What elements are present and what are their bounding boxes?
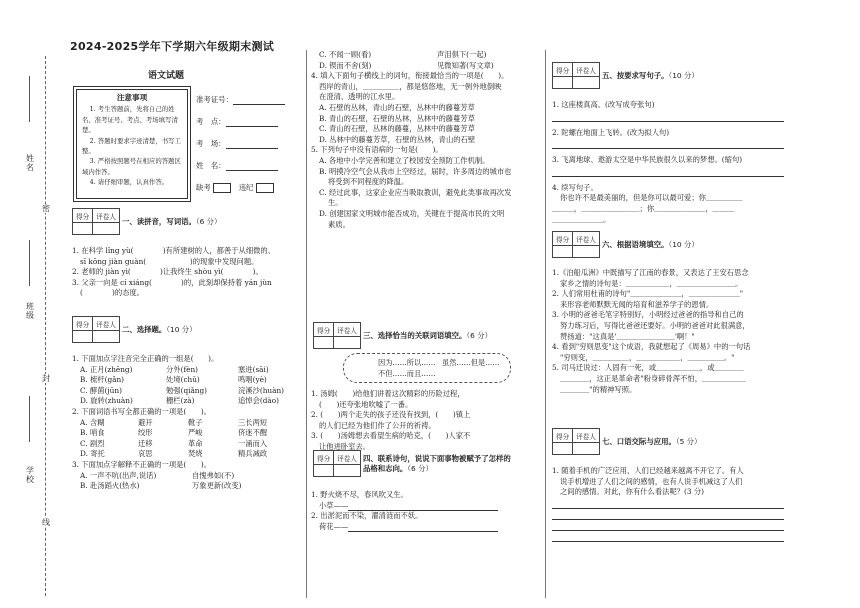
binding-label-school: 学校 bbox=[26, 466, 34, 484]
section-header-4: 得分 评卷人 四、联系诗句，说说下面事物被赋予了怎样的品格和志向。（6 分） bbox=[313, 450, 545, 477]
section-header-2: 得分 评卷人 二、选择题。（10 分） bbox=[72, 316, 197, 343]
section-title: 六、根据语境填空。 bbox=[601, 239, 669, 249]
answer-line[interactable] bbox=[348, 503, 498, 511]
column-divider bbox=[306, 50, 307, 598]
answer-line[interactable] bbox=[552, 509, 784, 520]
name-field[interactable]: 姓 名： bbox=[196, 160, 304, 171]
answer-line[interactable] bbox=[552, 111, 784, 122]
notice-box bbox=[73, 86, 191, 202]
section-title: 一、读拼音，写词语。 bbox=[121, 216, 196, 226]
answer-line[interactable] bbox=[348, 524, 498, 532]
answer-line[interactable] bbox=[552, 498, 784, 509]
violation-box[interactable] bbox=[256, 183, 274, 193]
subject-title: 语文试题 bbox=[148, 71, 185, 81]
q3-block: 1. 汤姆( )给他们讲着这次精彩的历险过程， ( )还夸张地吹嘘了一番。 2. ( )两个走失的孩子还没有找到，( )镇上 的人们已经为他们作了公开的祈祷。 3. ( )汤姆想去看望生病的哈克，( )人家不 让他进卧室去。 bbox=[311, 389, 471, 451]
section-header-7: 得分 评卷人 七、口语交际与应用。（5 分） bbox=[552, 428, 701, 455]
binding-label-name: 姓名 bbox=[26, 154, 34, 172]
absent-box[interactable] bbox=[213, 183, 231, 193]
room-field[interactable]: 考 场： bbox=[196, 138, 304, 149]
notice-item: 1. 考生答题前，先将自己的姓名、准考证号、考点、考场填写清楚。 bbox=[82, 105, 178, 135]
section-header-3: 得分 评卷人 三、选择恰当的关联词语填空。（6 分） bbox=[313, 322, 492, 349]
exam-no-field[interactable]: 准考证号： bbox=[196, 94, 304, 105]
answer-line[interactable] bbox=[552, 520, 784, 531]
exam-title: 2024-2025学年下学期六年级期末测试 bbox=[70, 40, 275, 53]
notice-item: 2. 答题时要求字迹清楚，书写工整。 bbox=[82, 136, 181, 156]
section-title: 四、联系诗句，说说下面事物被赋予了怎样的品格和志向。 bbox=[362, 453, 511, 473]
column-divider bbox=[545, 50, 546, 598]
section-header-5: 得分 评卷人 五、按要求写句子。（10 分） bbox=[552, 62, 699, 89]
q5-block: 1. 这座楼真高。(改写成夸张句) 2. 陀螺在地面上飞转。(改为拟人句) 3. 飞离地球、遨游太空是中华民族很久以来的梦想。(缩句) 4. 续写句子。 你也许不是最美丽的，但是你可以最可爱；你＿＿＿＿＿ ＿＿＿，＿＿＿＿＿＿＿＿；你＿＿＿＿＿＿＿，＿＿＿ ＿＿＿＿＿＿＿。 bbox=[552, 100, 784, 608]
absence-field[interactable]: 缺考 违纪 bbox=[196, 182, 304, 193]
answer-line[interactable] bbox=[552, 531, 784, 542]
seal-mark-feng: 封 bbox=[42, 374, 50, 383]
section-title: 二、选择题。 bbox=[121, 324, 167, 334]
section-title: 七、口语交际与应用。 bbox=[601, 436, 676, 446]
name-fill-line[interactable] bbox=[29, 76, 30, 122]
section-header-1: 得分 评卷人 一、读拼音，写词语。（6 分） bbox=[72, 208, 221, 235]
q4-block: 1. 野火烧不尽，春风吹又生。 小草—— 2. 出淤泥而不染，濯清涟而不妖。 荷花—— bbox=[311, 490, 498, 608]
seal-mark-xian: 线 bbox=[42, 518, 50, 527]
notice-item: 3. 严格按照题号在相应的答题区域内作答。 bbox=[82, 157, 181, 176]
answer-line[interactable] bbox=[552, 138, 784, 149]
q2-part1: 1. 下面加点字注音完全正确的一组是( )。 A. 正月(zhēng) 分外(fèn) 塞进(sāi) B. 梳杆(gǎn) 处境(chǔ) 鸣咽(yè) C. 酵菌(jūn) 勉强(qiǎng) 浣溪沙(huàn) D. 旋转(zhuàn) 栅栏(zà) 追悼会(dào) 2. 下面词语书写全都正确的一项是( )。 A. 含糊 避开 靴子 三长两短 B. 哨食 绞形 严峻 侪迷不醒 C. 剧烈 迁移 革命 一涌而入 D. 寄托 哀思 焚烧 精兵减政 3. 下面加点字解释不正确的一项是( )。 A. 一声不吭(出声,说话) 自愧弗如(不) B. 赴汤蹈火(热水) 万象更新(改变) bbox=[72, 354, 285, 491]
cut-line bbox=[45, 56, 46, 596]
binding-label-class: 班级 bbox=[26, 302, 34, 320]
q6-block: 1.《泊船瓜洲》中既描写了江南的春景，又表达了王安石思念 家乡之情的诗句是：＿＿＿＿＿＿，＿＿＿＿＿＿＿＿。 2. 人们常用杜甫的诗句"＿＿＿＿＿＿＿，＿＿＿＿＿＿＿" 来形容老师默默无闻的培育和滋养学子的恩情。 3. 小明的爸爸毛笔字特别好，小明经过爸爸的指导和自己的 努力练习后，写得比爸爸还要好。小明的爸爸对此很满意， 赞扬道："这真是'＿＿＿＿＿＿＿＿'啊！" 4. 看到"穷则思变"这个成语，我就想起了《周易》中的一句话 "穷则变，＿＿＿＿＿，＿＿＿＿＿＿，＿＿＿＿＿。" 5. 司马迁说过：人固有一死，或＿＿＿＿＿＿，或＿＿＿＿ ＿＿＿＿，这正是革命者"粉身碎骨浑不怕，＿＿＿＿＿＿ ＿＿＿＿"的精神写照。 bbox=[552, 268, 751, 394]
notice-item: 4. 请仔细审题，认真作答。 bbox=[89, 178, 169, 187]
q7-block: 1. 随着手机的广泛应用，人们已经越来越离不开它了。有人 说手机增进了人们之间的感情，也有人说手机减这了人们 之间的感情。对此，你有什么看法呢？(3 分) bbox=[552, 466, 784, 608]
section-header-6: 得分 评卷人 六、根据语境填空。（10 分） bbox=[552, 231, 699, 258]
answer-line[interactable] bbox=[552, 166, 784, 177]
site-field[interactable]: 考 点： bbox=[196, 116, 304, 127]
school-fill-line[interactable] bbox=[29, 396, 30, 442]
q2-part2: C. 不闻一顾(看) 声泪俱下(一起) D. 锲而不舍(刻) 见微知著(写文章) 4. 填入下面句子横线上的词句，衔接最恰当的一项是( )。 西岸的青山，＿＿＿＿＿，都是悠悠地，无一例外地倒映 在澄清、透明的江水里。 A. 石壁的丛林，青山的石壁，丛林中的藤蔓芳草 B. 青山的石壁，石壁的丛林，丛林中的藤蔓芳草 C. 青山的石壁，丛林的藤蔓，丛林中的藤蔓芳草 D. 丛林中的藤蔓芳草，石壁的丛林，青山的石壁 5. 下列句子中没有语病的一句是( )。 A. 各地中小学完善和建立了校园安全预防工作机制。 B. 明摸冷空气会从我市上空经过，届时，许多周边的城市也 将受到不同程度的降温。 C. 经过此事，这家企业应当吸取教训，避免此类事故再次发 生。 D. 创建国家文明城市能否成功，关键在于提高市民的文明 素质。 bbox=[311, 50, 512, 229]
binding-margin bbox=[22, 56, 64, 596]
conjunction-word-bank: 因为……所以…… 虽然……但是…… 不但……而且…… bbox=[343, 353, 511, 383]
section-title: 三、选择恰当的关联词语填空。 bbox=[362, 330, 467, 340]
q1-block: 1. 在科学 lǐng yù( )有所建树的人，都善于从细微的、 sī kōng jiàn guàn( )的现象中发现问题。 2. 老师的 jiàn yì( )让我终生 shòu yì( )。 3. 父亲一向是 cí xiáng( )的，此刻却保持着 yán jùn ( )的态度。 bbox=[72, 246, 276, 298]
seal-mark-mi: 密 bbox=[42, 204, 50, 213]
section-title: 五、按要求写句子。 bbox=[601, 70, 669, 80]
notice-title: 注意事项 bbox=[116, 93, 148, 102]
class-fill-line[interactable] bbox=[29, 240, 30, 286]
